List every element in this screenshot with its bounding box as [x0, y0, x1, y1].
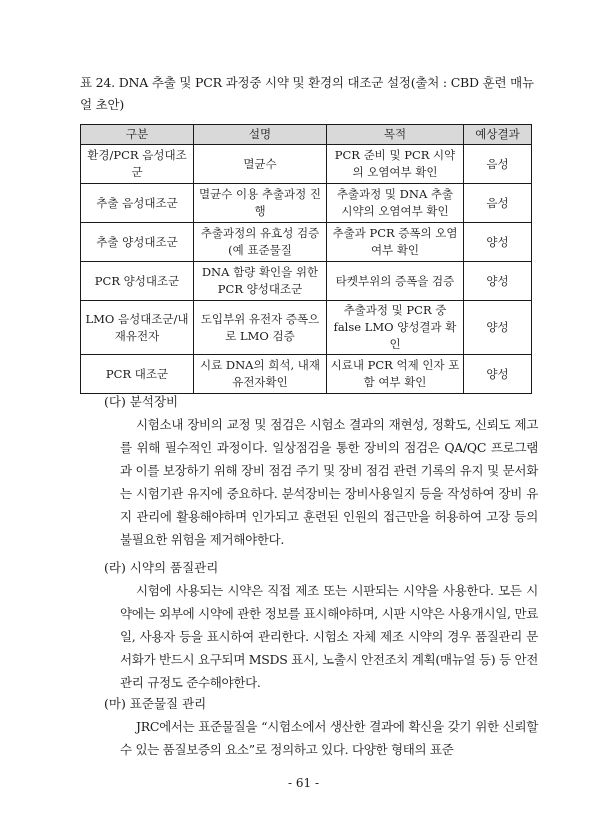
- table-row: [81, 355, 532, 394]
- cell-description: 시료 DNA의 희석, 내재유전자확인: [194, 355, 327, 394]
- cell-expected-result: 음성: [464, 145, 532, 184]
- section-heading-reference-material: (마) 표준물질 관리: [104, 696, 207, 711]
- table-row: [81, 301, 532, 355]
- table-row: [81, 223, 532, 262]
- section-body-equipment: 시험소내 장비의 교정 및 점검은 시험소 결과의 재현성, 정확도, 신뢰도 제고를 위해 필수적인 과정이다. 일상점검을 통한 장비의 점검은 QA/QC 프로그램과 이를 보장하기 위해 장비 점검 주기 및 장비 점검 관련 기록의 유지 및 문서화는 시험기관 유지에 중요하다. 분석장비는 장비사용일지 등을 작성하여 장비 유지 관리에 활용해야하며 인가되고 훈련된 인원의 접근만을 허용하여 고장 등의 불필요한 위험을 제거해야한다.: [120, 417, 538, 547]
- cell-description: 도입부위 유전자 증폭으로 LMO 검증: [194, 301, 327, 355]
- cell-description: DNA 함량 확인을 위한 PCR 양성대조군: [194, 262, 327, 301]
- cell-purpose: 시료내 PCR 억제 인자 포함 여부 확인: [327, 355, 464, 394]
- cell-category: PCR 양성대조군: [81, 262, 194, 301]
- cell-description: 멸균수: [194, 145, 327, 184]
- cell-expected-result: 음성: [464, 184, 532, 223]
- control-group-table: [80, 124, 532, 394]
- header-description: 설명: [194, 125, 327, 145]
- table-row: [81, 184, 532, 223]
- table-row: [81, 145, 532, 184]
- cell-category: 환경/PCR 음성대조군: [81, 145, 194, 184]
- header-purpose: 목적: [327, 125, 464, 145]
- cell-purpose: 타켓부위의 증폭을 검증: [327, 262, 464, 301]
- table-header-row: [81, 125, 532, 145]
- section-body-reference-material: JRC에서는 표준물질을 “시험소에서 생산한 결과에 확신을 갖기 위한 신뢰할 수 있는 품질보증의 요소”로 정의하고 있다. 다양한 형태의 표준: [120, 719, 538, 757]
- cell-description: 멸균수 이용 추출과정 진행: [194, 184, 327, 223]
- cell-category: LMO 음성대조군/내재유전자: [81, 301, 194, 355]
- table-row: [81, 262, 532, 301]
- cell-purpose: 추출과정 및 PCR 중 false LMO 양성결과 확인: [327, 301, 464, 355]
- header-category: 구분: [81, 125, 194, 145]
- section-heading-equipment: (다) 분석장비: [104, 394, 179, 409]
- section-heading-reagents: (라) 시약의 품질관리: [104, 560, 219, 575]
- cell-expected-result: 양성: [464, 355, 532, 394]
- cell-expected-result: 양성: [464, 301, 532, 355]
- cell-category: 추출 양성대조군: [81, 223, 194, 262]
- cell-category: 추출 음성대조군: [81, 184, 194, 223]
- cell-purpose: PCR 준비 및 PCR 시약의 오염여부 확인: [327, 145, 464, 184]
- table-caption: 표 24. DNA 추출 및 PCR 과정중 시약 및 환경의 대조군 설정(출처 : CBD 훈련 매뉴얼 초안): [80, 75, 534, 112]
- page-number: - 61 -: [287, 776, 319, 790]
- header-expected-result: 예상결과: [464, 125, 532, 145]
- cell-expected-result: 양성: [464, 223, 532, 262]
- section-body-reagents: 시험에 사용되는 시약은 직접 제조 또는 시판되는 시약을 사용한다. 모든 시약에는 외부에 시약에 관한 정보를 표시해야하며, 시판 시약은 사용개시일, 만료일, 사용자 등을 표시하여 관리한다. 시험소 자체 제조 시약의 경우 품질관리 문서화가 반드시 요구되며 MSDS 표시, 노출시 안전조치 계획(매뉴얼 등) 등 안전관리 규정도 준수해야한다.: [120, 583, 539, 690]
- cell-category: PCR 대조군: [81, 355, 194, 394]
- cell-purpose: 추출과 PCR 증폭의 오염여부 확인: [327, 223, 464, 262]
- cell-description: 추출과정의 유효성 검증(예 표준물질: [194, 223, 327, 262]
- cell-purpose: 추출과정 및 DNA 추출 시약의 오염여부 확인: [327, 184, 464, 223]
- cell-expected-result: 양성: [464, 262, 532, 301]
